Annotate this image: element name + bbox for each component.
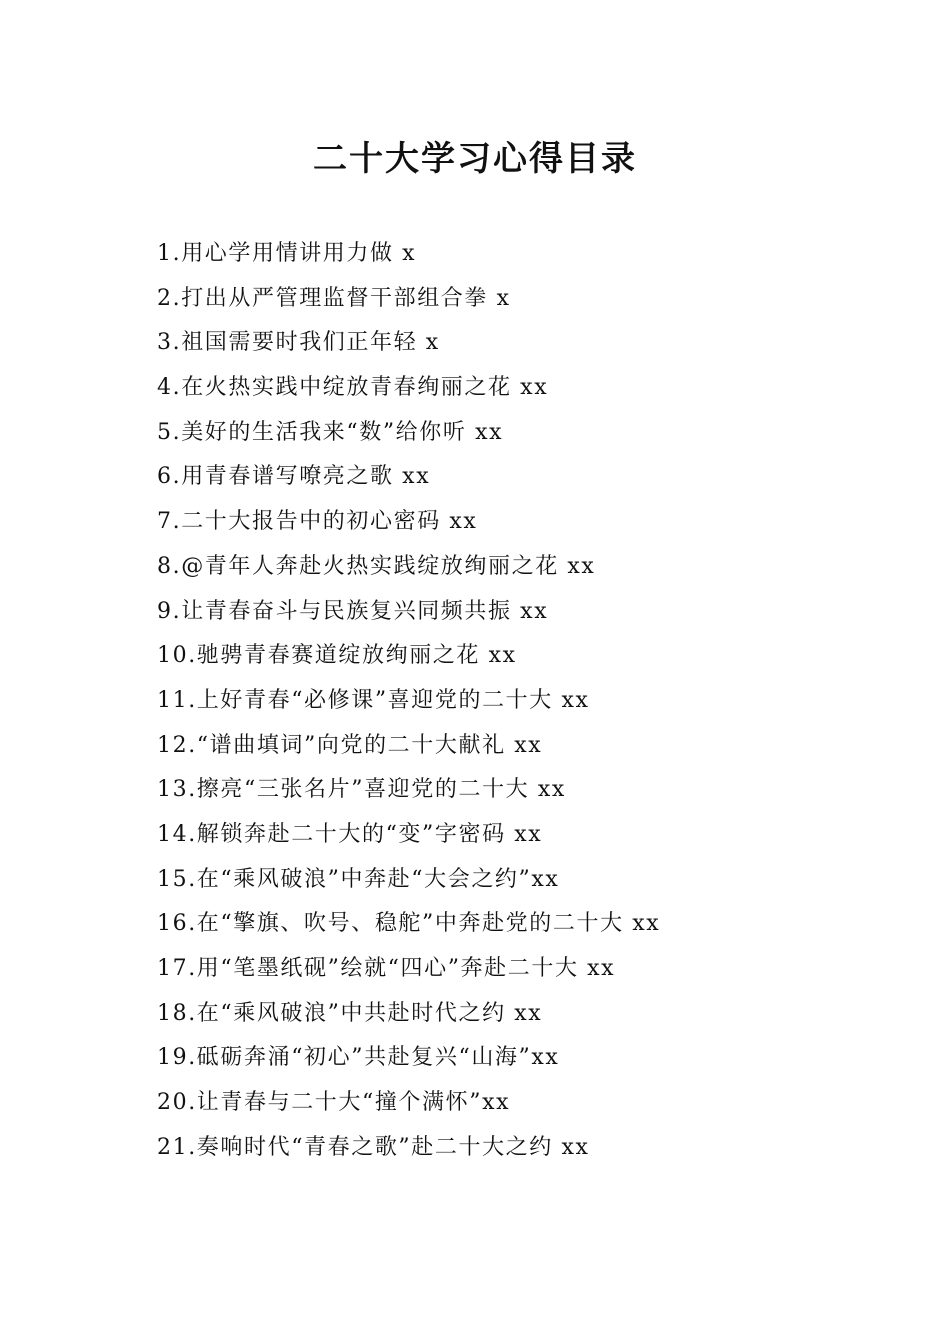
toc-item: 16.在“擎旗、吹号、稳舵”中奔赴党的二十大 xx xyxy=(157,911,661,937)
toc-item: 18.在“乘风破浪”中共赴时代之约 xx xyxy=(157,1000,543,1026)
toc-item: 10.驰骋青春赛道绽放绚丽之花 xx xyxy=(157,643,517,669)
table-of-contents xyxy=(157,232,877,1170)
toc-item: 9.让青春奋斗与民族复兴同频共振 xx xyxy=(157,598,549,624)
toc-item: 13.擦亮“三张名片”喜迎党的二十大 xx xyxy=(157,777,566,803)
document-title: 二十大学习心得目录 xyxy=(313,139,637,179)
toc-item: 11.上好青春“必修课”喜迎党的二十大 xx xyxy=(157,687,590,713)
toc-item: 4.在火热实践中绽放青春绚丽之花 xx xyxy=(157,375,549,401)
toc-item: 17.用“笔墨纸砚”绘就“四心”奔赴二十大 xx xyxy=(157,956,616,981)
toc-item: 7.二十大报告中的初心密码 xx xyxy=(157,509,478,535)
toc-item: 6.用青春谱写嘹亮之歌 xx xyxy=(157,464,431,490)
toc-item: 3.祖国需要时我们正年轻 x xyxy=(157,330,440,356)
toc-item: 21.奏响时代“青春之歌”赴二十大之约 xx xyxy=(157,1134,590,1160)
toc-item: 8.@青年人奔赴火热实践绽放绚丽之花 xx xyxy=(157,553,596,579)
toc-item: 20.让青春与二十大“撞个满怀”xx xyxy=(157,1090,511,1116)
toc-item: 5.美好的生活我来“数”给你听 xx xyxy=(157,419,504,445)
toc-item: 19.砥砺奔涌“初心”共赴复兴“山海”xx xyxy=(157,1045,560,1071)
toc-item: 15.在“乘风破浪”中奔赴“大会之约”xx xyxy=(157,866,560,892)
toc-item: 14.解锁奔赴二十大的“变”字密码 xx xyxy=(157,821,543,847)
toc-item: 12.“谱曲填词”向党的二十大献礼 xx xyxy=(157,732,543,758)
toc-item: 1.用心学用情讲用力做 x xyxy=(157,241,417,266)
toc-item: 2.打出从严管理监督干部组合拳 x xyxy=(157,285,511,311)
